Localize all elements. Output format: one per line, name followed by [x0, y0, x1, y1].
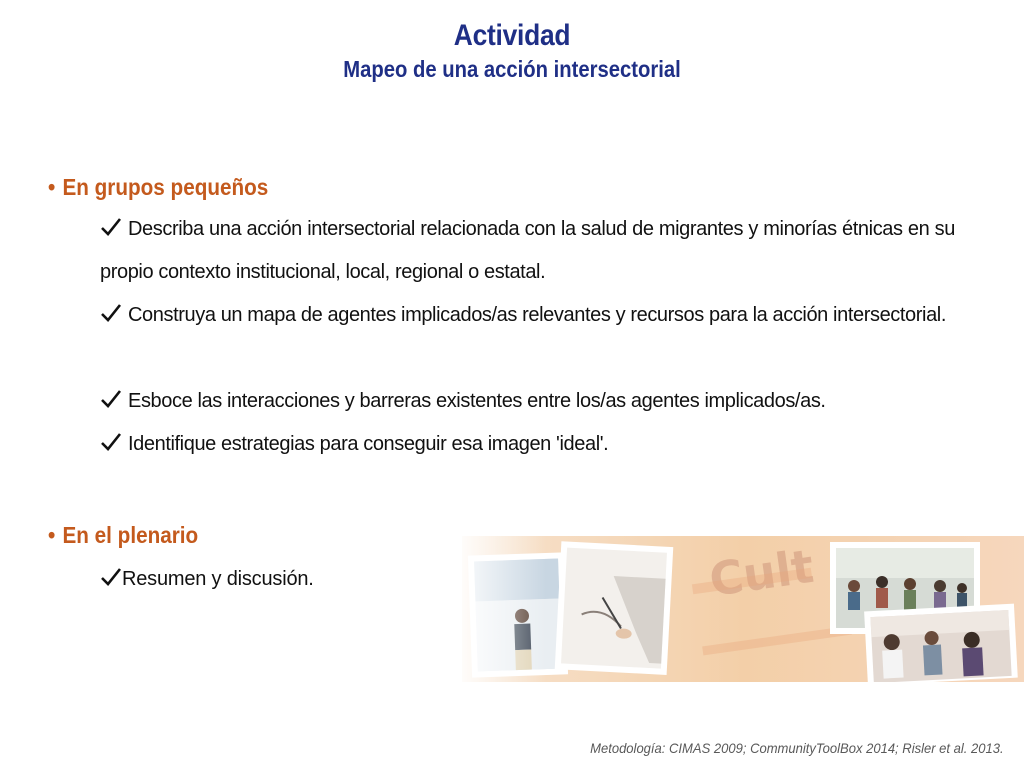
slide-subtitle: Mapeo de una acción intersectorial [343, 56, 681, 82]
list-item-text: Identifique estrategias para conseguir esa imagen 'ideal'. [128, 433, 609, 455]
list-item-text: Esboce las interacciones y barreras existentes entre los/as agentes implicados/as. [128, 390, 826, 412]
section-heading-label: En grupos pequeños [62, 174, 269, 200]
slide-title: Actividad [453, 19, 571, 52]
footer-citation: Metodología: CIMAS 2009; CommunityToolBox 2014; Risler et al. 2013. [590, 740, 1004, 756]
section-heading-label: En el plenario [62, 522, 199, 548]
checkmark-icon [100, 303, 122, 323]
list-item-text: Resumen y discusión. [122, 568, 314, 590]
list-item [100, 208, 955, 294]
bullet-dot-icon: • [48, 522, 56, 548]
section-heading-plenary [48, 520, 198, 550]
bullet-dot-icon: • [48, 174, 56, 200]
collage-graphic [462, 536, 1024, 682]
checkmark-icon [100, 389, 122, 409]
list-item [100, 294, 955, 337]
list-item [100, 380, 955, 423]
checkmark-icon [100, 217, 122, 237]
checkmark-icon [100, 567, 122, 587]
list-item [100, 423, 955, 466]
title-block [0, 18, 1024, 84]
list-item-text: Construya un mapa de agentes implicados/as relevantes y recursos para la acción intersectorial. [128, 304, 946, 326]
photo-collage [462, 536, 1024, 682]
list-item-text: Describa una acción intersectorial relacionada con la salud de migrantes y minorías étnicas en su propio contexto institucional, local, regional o estatal. [100, 218, 955, 283]
checkmark-icon [100, 432, 122, 452]
section-heading-small-groups [48, 172, 268, 202]
